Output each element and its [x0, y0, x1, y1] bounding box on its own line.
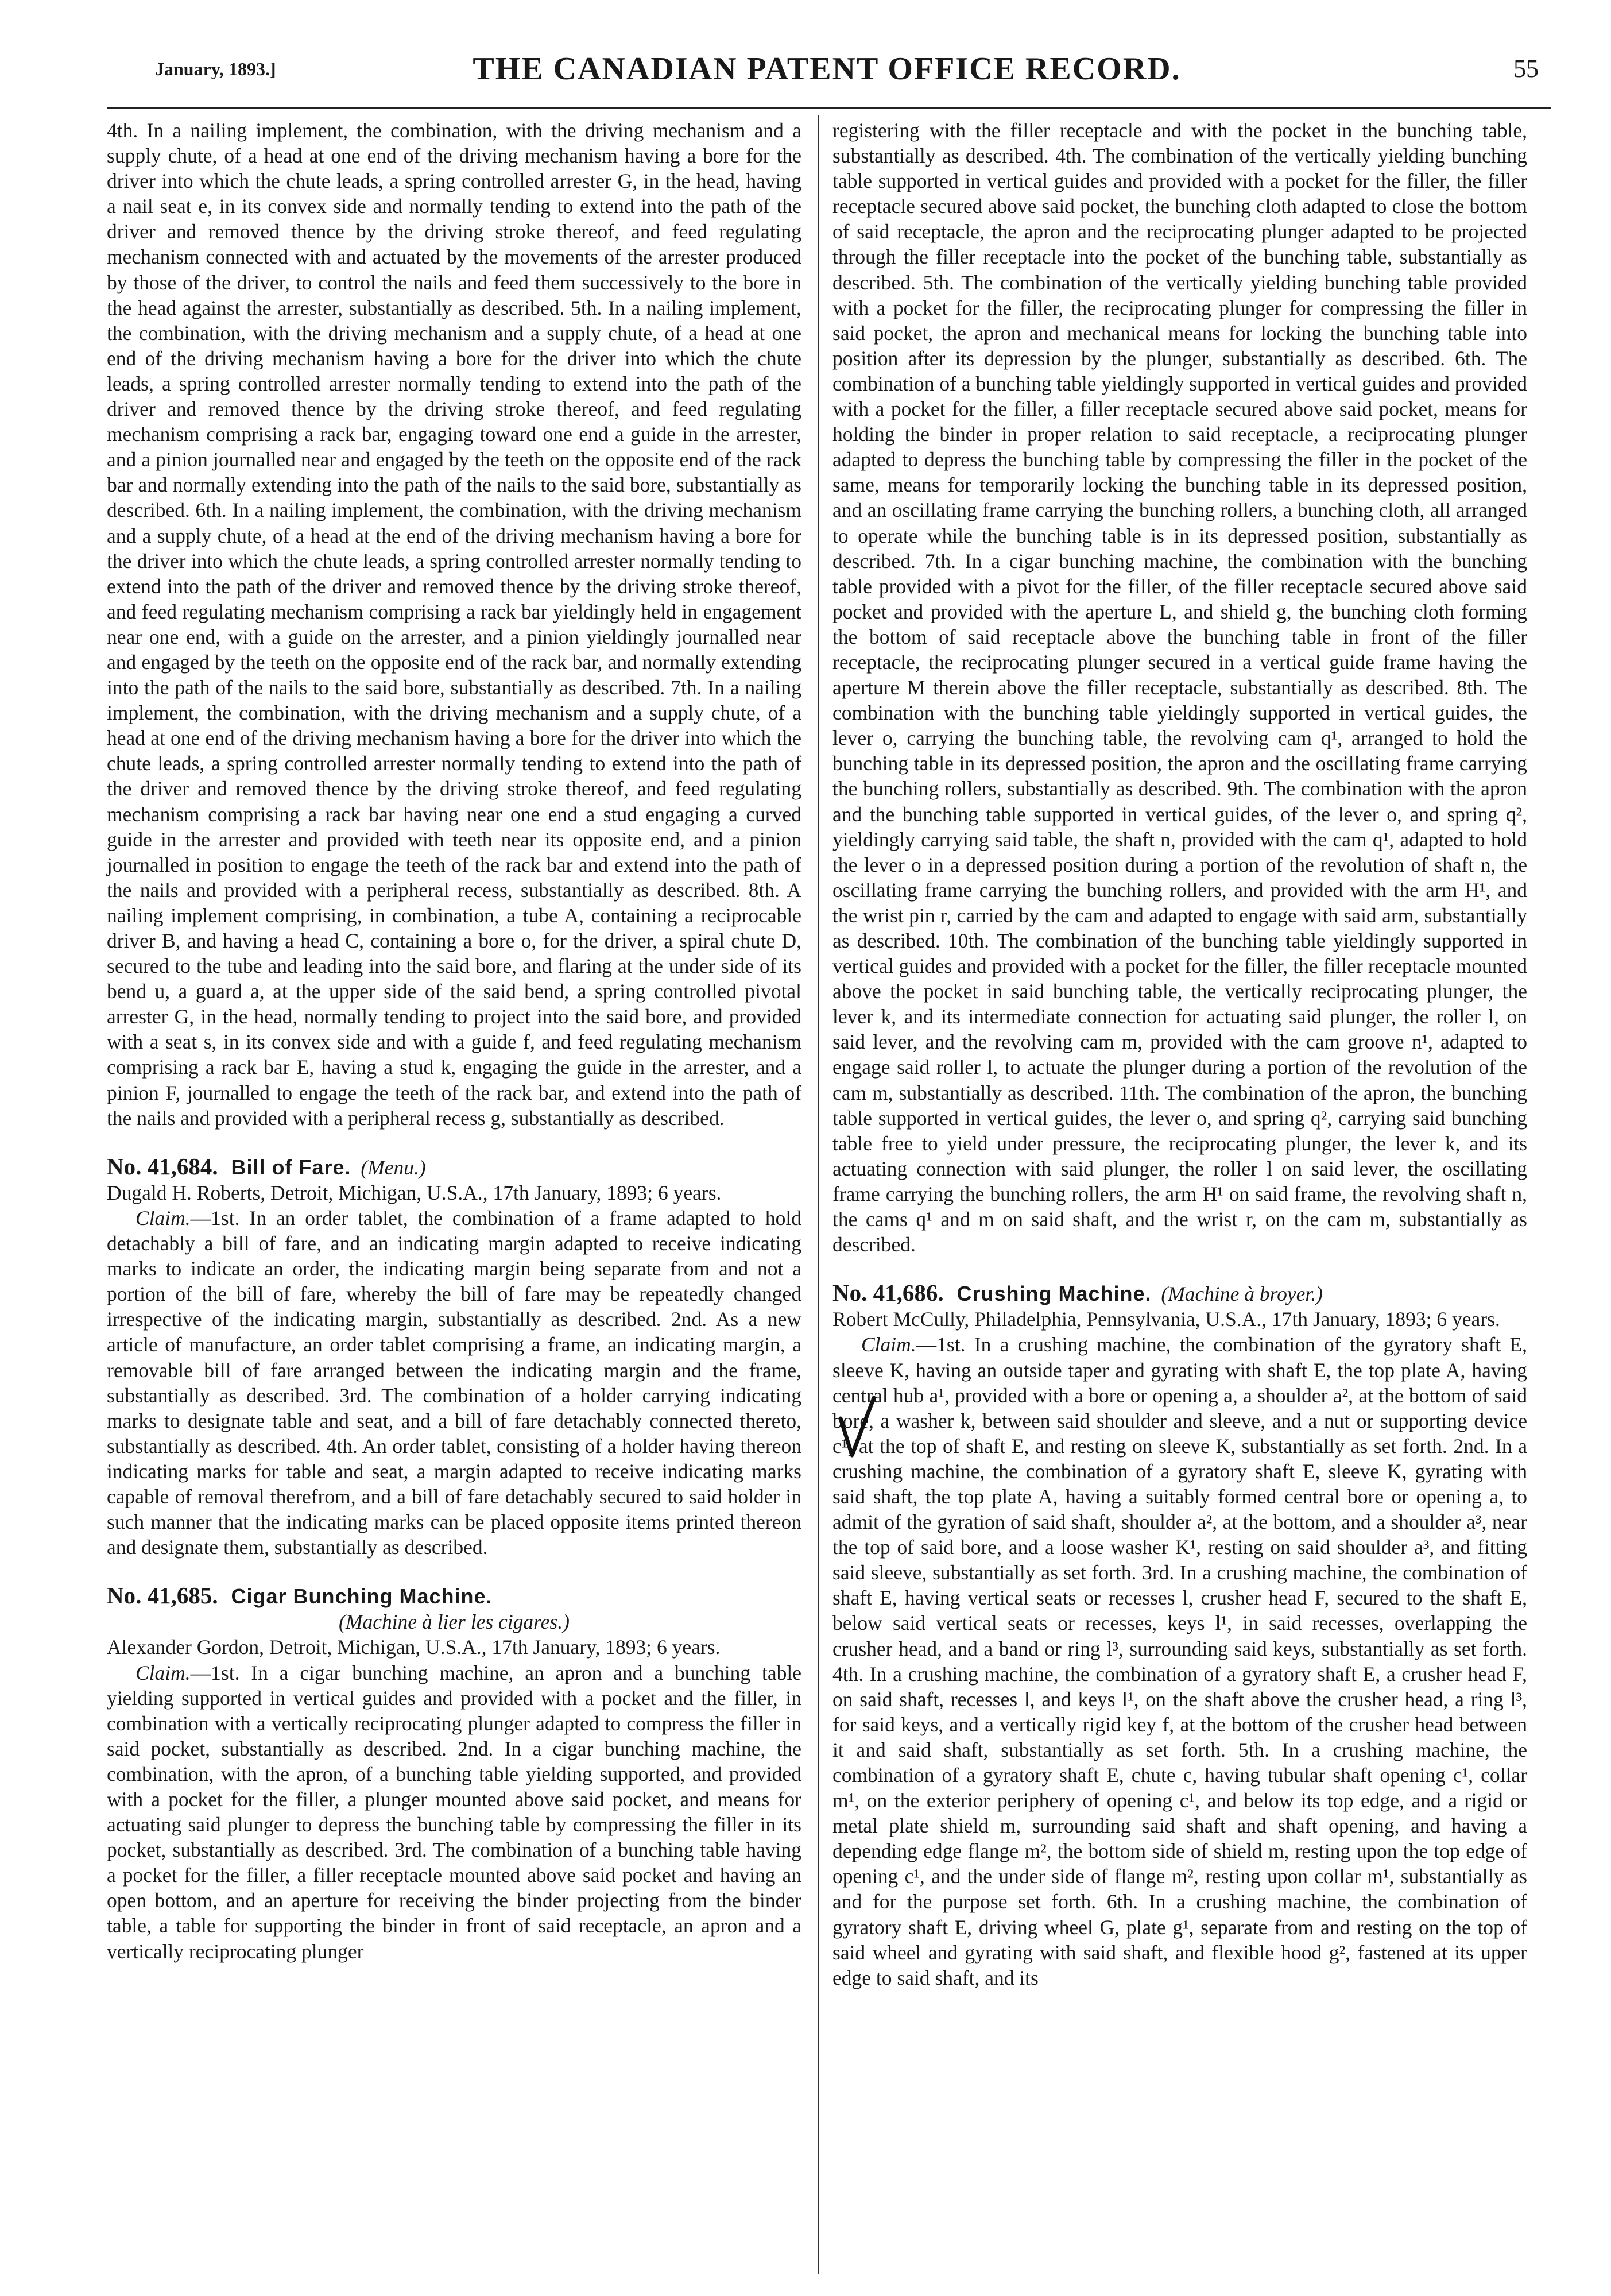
- patent-name: Bill of Fare.: [231, 1155, 351, 1179]
- publication-title: THE CANADIAN PATENT OFFICE RECORD.: [473, 51, 1181, 87]
- claim-label: Claim.: [135, 1206, 191, 1230]
- patent-claims: [107, 1660, 801, 1964]
- issue-date: January, 1893.]: [155, 59, 276, 79]
- claim-text: —1st. In an order tablet, the combination of a frame adapted to hold detachably a bill of fare, and an indicating margin adapted to receive indicating marks to indicate an order, the indicating margin being separate from and not a portion of the bill of fare, whereby the bill of fare may be repeatedly changed irrespective of the indicating margin, substantially as described. 2nd. As a new article of manufacture, an order tablet comprising a frame, an indicating margin, a removable bill of fare arranged between the indicating margin and the frame, substantially as described. 3rd. The combination of a holder carrying indicating marks to designate table and seat, and a bill of fare detachably connected thereto, substantially as described. 4th. An order tablet, consisting of a holder having thereon indicating marks for table and seat, a margin adapted to receive indicating marks capable of removal therefrom, and a bill of fare detachably secured to said holder in such manner that the indicating marks can be placed opposite items printed thereon and designate them, substantially as described.: [107, 1206, 801, 1559]
- patent-name: Crushing Machine.: [956, 1282, 1152, 1306]
- claim-label: Claim.: [135, 1661, 191, 1684]
- patent-french-name: (Machine à lier les cigares.): [339, 1610, 570, 1634]
- patent-claims: [832, 1332, 1527, 1990]
- continued-claims-text: registering with the filler receptacle and with the pocket in the bunching table, substantially as described. 4th. The combination of the vertically yielding bunching table supported in vertical guides and provided with a pocket for the filler, the filler receptacle secured above said pocket, the bunching cloth adapted to close the bottom of said receptacle, the apron and the reciprocating plunger adapted to be projected through the filler receptacle into the pocket of the bunching table, substantially as described. 5th. The combination of the vertically yielding bunching table provided with a pocket for the filler, the reciprocating plunger for compressing the filler in said pocket, the apron and mechanical means for locking the bunching table into position after its depression by the plunger, substantially as described. 6th. The combination of a bunching table yieldingly supported in vertical guides and provided with a pocket for the filler, a filler receptacle secured above said pocket, means for holding the binder in proper relation to said receptacle, a reciprocating plunger adapted to depress the bunching table by compressing the filler in the pocket of the same, means for temporarily locking the bunching table in its depressed position, and an oscillating frame carrying the bunching rollers, a bunching cloth, all arranged to operate while the bunching table is in its depressed position, substantially as described. 7th. In a cigar bunching machine, the combination with the bunching table provided with a pivot for the filler, of the filler receptacle secured above said pocket and provided with the aperture L, and shield g, the bunching cloth forming the bottom of said receptacle above the bunching table in front of the filler receptacle, the reciprocating plunger secured in a vertical guide frame having the aperture M therein above the filler receptacle, substantially as described. 8th. The combination with the bunching table yieldingly supported in vertical guides, the lever o, carrying the bunching table, the revolving cam q¹, arranged to hold the bunching table in its depressed position, the apron and the oscillating frame carrying the bunching rollers, substantially as described. 9th. The combination with the apron and the bunching table supported in vertical guides, of the lever o, and spring q², yieldingly carrying said table, the shaft n, provided with the cam q¹, adapted to hold the lever o in a depressed position during a portion of the revolution of shaft n, the oscillating frame carrying the bunching rollers, and provided with the arm H¹, and the wrist pin r, carried by the cam and adapted to engage with said arm, substantially as described. 10th. The combination of the bunching table yieldingly supported in vertical guides and provided with a pocket for the filler, the filler receptacle mounted above the pocket in said bunching table, the vertically reciprocating plunger, the lever k, and its intermediate connection for actuating said plunger, the roller l, on said lever, and the revolving cam m, provided with the cam groove n¹, adapted to engage said roller l, to actuate the plunger during a portion of the revolution of the cam m, substantially as described. 11th. The combination of the apron, the bunching table supported in vertical guides, the lever o, and spring q², carrying said bunching table free to yield under pressure, the reciprocating plunger, the lever k, and its actuating connection with said plunger, the roller l on said lever, the oscillating frame carrying the bunching rollers, the arm H¹ on said frame, the revolving shaft n, the cams q¹ and m on said shaft, and the wrist r, on the cam m, substantially as described.: [832, 119, 1527, 1257]
- patent-heading-41686: [832, 1280, 1527, 1307]
- left-column: [107, 118, 801, 1964]
- column-divider: [818, 115, 819, 2274]
- continued-claims-text: 4th. In a nailing implement, the combination, with the driving mechanism and a supply chute, of a head at one end of the driving mechanism having a bore for the driver into which the chute leads, a spring controlled arrester G, in the head, having a nail seat e, in its convex side and normally tending to extend into the path of the driver and removed thence by the driving stroke thereof, and feed regulating mechanism connected with and actuated by the movements of the arrester produced by those of the driver, to control the nails and feed them successively to the bore in the head against the arrester, substantially as described. 5th. In a nailing implement, the combination, with the driving mechanism and a supply chute, of a head at one end of the driving mechanism having a bore for the driver into which the chute leads, a spring controlled arrester normally tending to extend into the path of the driver and removed thence by the driving stroke thereof, and feed regulating mechanism comprising a rack bar, engaging toward one end a guide in the arrester, and a pinion journalled near and engaged by the teeth on the opposite end of the rack bar and normally extending into the path of the nails to the said bore, substantially as described. 6th. In a nailing implement, the combination, with the driving mechanism and a supply chute, of a head at the end of the driving mechanism having a bore for the driver into which the chute leads, a spring controlled arrester normally tending to extend into the path of the driver and removed thence by the driving stroke thereof, and feed regulating mechanism comprising a rack bar yieldingly held in engagement near one end, with a guide on the arrester, and a pinion yieldingly journalled near and engaged by the teeth on the opposite end of the rack bar, and normally extending into the path of the nails to the said bore, substantially as described. 7th. In a nailing implement, the combination, with the driving mechanism and a supply chute, of a head at one end of the driving mechanism having a bore for the driver into which the chute leads, a spring controlled arrester normally tending to extend into the path of the driver and removed thence by the driving stroke thereof, and feed regulating mechanism comprising a rack bar having near one end a stud engaging a curved guide in the arrester and provided with teeth near its opposite end, and a pinion journalled in position to engage the teeth of the rack bar and extend into the path of the nails and provided with a peripheral recess, substantially as described. 8th. A nailing implement comprising, in combination, a tube A, containing a reciprocable driver B, and having a head C, containing a bore o, for the driver, a spiral chute D, secured to the tube and leading into the said bore, and flaring at the under side of its bend u, a guard a, at the upper side of the said bend, a spring controlled pivotal arrester G, in the head, normally tending to project into the said bore, and provided with a seat s, in its convex side and with a guide f, and feed regulating mechanism comprising a rack bar E, having a stud k, engaging the guide in the arrester, and a pinion F, journalled to engage the teeth of the rack bar, and extend into the path of the nails and provided with a peripheral recess g, substantially as described.: [107, 119, 801, 1130]
- patent-number: No. 41,684.: [107, 1153, 218, 1180]
- patent-number: No. 41,686.: [832, 1280, 944, 1307]
- patent-heading-41685: [107, 1583, 801, 1609]
- patent-inventor: Dugald H. Roberts, Detroit, Michigan, U.S.A., 17th January, 1893; 6 years.: [107, 1181, 722, 1204]
- claim-text: —1st. In a crushing machine, the combination of the gyratory shaft E, sleeve K, having an outside taper and gyrating with shaft E, the top plate A, having central hub a¹, provided with a bore or opening a, a shoulder a², at the bottom of said bore, a washer k, between said shoulder and sleeve, and a nut or supporting device c¹, at the top of shaft E, and resting on sleeve K, substantially as set forth. 2nd. In a crushing machine, the combination of a gyratory shaft E, sleeve K, gyrating with said shaft, the top plate A, having a suitably formed central bore or opening a, to admit of the gyration of said shaft, shoulder a², at the bottom, and a shoulder a³, near the top of said bore, and a loose washer K¹, resting on said shoulder a³, and fitting said sleeve, substantially as set forth. 3rd. In a crushing machine, the combination of shaft E, having vertical seats or recesses l, crusher head F, secured to the shaft E, below said vertical seats or recesses, keys l¹, in said recesses, overlapping the crusher head, and a band or ring l³, surrounding said keys, substantially as set forth. 4th. In a crushing machine, the combination of a gyratory shaft E, a crusher head F, on said shaft, recesses l, and keys l¹, on the shaft above the crusher head, a ring l³, for said keys, and a vertically rigid key f, at the bottom of the crusher head between it and said shaft, substantially as set forth. 5th. In a crushing machine, the combination of a gyratory shaft E, chute c, having tubular shaft opening c¹, collar m¹, on the exterior periphery of opening c¹, and below its top edge, and a rigid or metal plate shield m, surrounding said shaft and shaft opening, and having a depending edge flange m², the bottom side of shield m, resting upon the top edge of opening c¹, and the under side of flange m², resting upon collar m¹, substantially as and for the purpose set forth. 6th. In a crushing machine, the combination of gyratory shaft E, driving wheel G, plate g¹, separate from and resting on the top of said wheel and gyrating with said shaft, and flexible hood g², fastened at its upper edge to said shaft, and its: [832, 1333, 1527, 1989]
- claim-label: Claim.: [861, 1333, 916, 1356]
- patent-french-name: (Machine à broyer.): [1161, 1282, 1323, 1306]
- header-rule: [107, 107, 1551, 109]
- patent-inventor: Robert McCully, Philadelphia, Pennsylvania, U.S.A., 17th January, 1893; 6 years.: [832, 1308, 1500, 1331]
- patent-french-name: (Menu.): [361, 1155, 426, 1179]
- patent-inventor: Alexander Gordon, Detroit, Michigan, U.S.A., 17th January, 1893; 6 years.: [107, 1636, 721, 1659]
- claim-text: —1st. In a cigar bunching machine, an apron and a bunching table yielding supported in vertical guides and provided with a pocket and the filler, in combination with a vertically reciprocating plunger adapted to compress the filler in said pocket, substantially as described. 2nd. In a cigar bunching machine, the combination, with the apron, of a bunching table yielding supported, and provided with a pocket for the filler, a plunger mounted above said pocket, and means for actuating said plunger to depress the bunching table by compressing the filler in its pocket, substantially as described. 3rd. The combination of a bunching table having a pocket for the filler, a filler receptacle mounted above said pocket and having an open bottom, and an aperture for receiving the binder projecting from the binder table, a table for supporting the binder in front of said receptacle, an apron and a vertically reciprocating plunger: [107, 1661, 801, 1963]
- patent-number: No. 41,685.: [107, 1582, 218, 1609]
- patent-claims: [107, 1205, 801, 1560]
- page-number: 55: [1513, 55, 1539, 83]
- patent-name: Cigar Bunching Machine.: [231, 1584, 493, 1609]
- handwritten-check-mark: [837, 1396, 877, 1459]
- page-header: [103, 51, 1550, 96]
- patent-heading-41684: [107, 1154, 801, 1180]
- right-column: [832, 118, 1527, 1990]
